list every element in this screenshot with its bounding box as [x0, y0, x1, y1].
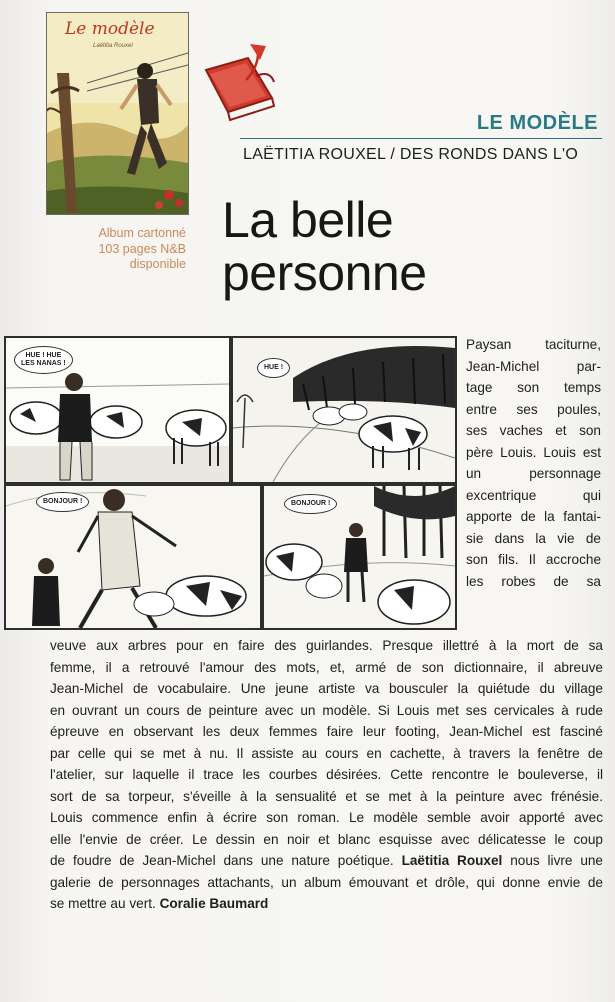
- article-column-text: [466, 334, 601, 592]
- comic-panel-3: [4, 484, 262, 630]
- reviewer-signature: Coralie Baumard: [159, 896, 269, 911]
- text-line: excentrique qui: [466, 487, 601, 503]
- spec-pages: 103 pages N&B: [98, 241, 186, 256]
- headline-line-1: La belle: [222, 192, 394, 248]
- speech-balloon-2: HUE !: [257, 358, 290, 378]
- comic-panel-4: [262, 484, 457, 630]
- speech-balloon-1: HUE ! HUE LES NANAS !: [14, 346, 73, 374]
- text-line: elle l'envie de créer. Le dessin en noir et blanc esquisse avec délicatesse le coup: [50, 831, 603, 847]
- text-line-final: se mettre au vert. Coralie Baumard: [50, 896, 269, 911]
- text-line: sie dans la vie de: [466, 530, 601, 546]
- text-line: père Louis. Louis est: [466, 444, 601, 460]
- spec-format: Album cartonné: [98, 226, 186, 240]
- text-line: son fils. Il accroche: [466, 552, 601, 567]
- text-line: par celle qui se met à nu. Il assiste au cours en cachette, à travers la fenêtre de: [50, 745, 603, 761]
- text-line: Paysan taciturne,: [466, 337, 601, 352]
- text-line: femme, il a retrouvé l'amour des mots, et, armé de son dictionnaire, il abreuve: [50, 659, 603, 675]
- spec-availability: disponible: [129, 257, 186, 271]
- text-line: épreuve en observant les deux femmes faire leur footing, Jean-Michel est fasciné: [50, 724, 603, 739]
- author-mention: Laëtitia Rouxel: [401, 853, 503, 868]
- text-line: en ouvrant un cours de peinture avec un modèle. Si Louis met ses cervicales à rude: [50, 702, 603, 718]
- comic-panel-1: [4, 336, 231, 484]
- text-line: entre ses poules,: [466, 401, 601, 417]
- text-line: galerie de personnages attachants, un album émouvant et drôle, qui donne envie de: [50, 874, 603, 890]
- book-specs: [62, 226, 186, 273]
- text-line: veuve aux arbres pour en faire des guirlandes. Presque illettré à la mort de sa: [50, 638, 603, 653]
- text-line: l'atelier, sur laquelle il trace les courbes désirées. Cette rencontre le bouleverse, il: [50, 767, 603, 782]
- publisher-name: DES RONDS DANS L'O: [399, 146, 579, 163]
- text-line: Jean-Michel de vocabulaire. Une jeune artiste va bousculer la quiétude du village: [50, 681, 603, 696]
- text-line: les robes de sa: [466, 573, 601, 589]
- cover-author: Laëtitia Rouxel: [93, 43, 133, 49]
- series-title: LE MODÈLE: [476, 112, 598, 134]
- text-line: ses vaches et son: [466, 423, 601, 438]
- text-line: tage son temps: [466, 380, 601, 395]
- comic-panel-2: [231, 336, 457, 484]
- byline: [243, 146, 578, 164]
- headline: [222, 194, 427, 300]
- cover-title: Le modèle: [65, 19, 155, 39]
- article-body-text: [50, 635, 603, 915]
- speech-balloon-3: BONJOUR !: [36, 492, 89, 512]
- speech-balloon-4: BONJOUR !: [284, 494, 337, 514]
- headline-line-2: personne: [222, 245, 427, 301]
- author-name: LAËTITIA ROUXEL: [243, 146, 386, 163]
- header-divider: [240, 138, 602, 139]
- text-line: un personnage: [466, 466, 601, 481]
- byline-separator: /: [390, 146, 396, 163]
- book-cover: [46, 12, 189, 215]
- text-line: Jean-Michel par-: [466, 358, 601, 374]
- text-line: Louis commence enfin à écrire son roman. Le modèle semble avoir apporté avec: [50, 810, 603, 825]
- text-line: de foudre de Jean-Michel dans une nature poétique. Laëtitia Rouxel nous livre une: [50, 853, 603, 868]
- book-pen-icon: [200, 36, 292, 131]
- text-line: apporte de la fantai-: [466, 509, 601, 524]
- text-line: sort de sa torpeur, s'éveille à la sensualité et se met à la peinture avec frénésie.: [50, 788, 603, 804]
